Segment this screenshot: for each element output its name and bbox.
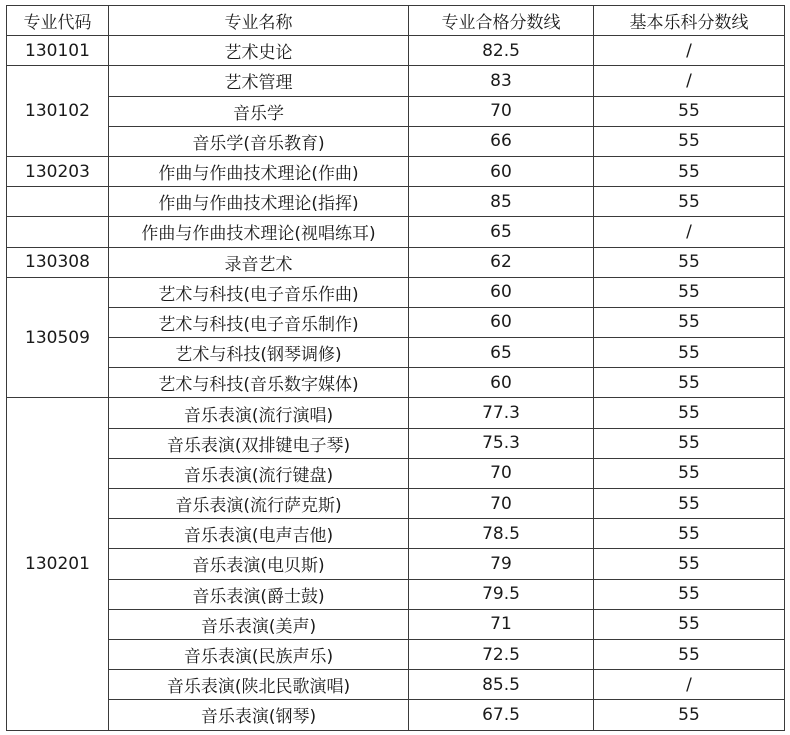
cell-score: 60 [409, 368, 594, 398]
cell-basic: 55 [594, 489, 785, 519]
cell-basic: 55 [594, 700, 785, 730]
cell-name: 音乐表演(美声) [109, 609, 409, 639]
cell-basic: / [594, 66, 785, 96]
table-row [7, 700, 785, 730]
cell-name: 作曲与作曲技术理论(作曲) [109, 156, 409, 186]
cell-score: 85.5 [409, 670, 594, 700]
table-row [7, 609, 785, 639]
cell-basic: 55 [594, 187, 785, 217]
cell-name: 音乐表演(流行键盘) [109, 458, 409, 488]
cell-basic: 55 [594, 519, 785, 549]
cell-name: 音乐表演(电声吉他) [109, 519, 409, 549]
cell-name: 音乐表演(电贝斯) [109, 549, 409, 579]
cell-score: 79.5 [409, 579, 594, 609]
cell-score: 78.5 [409, 519, 594, 549]
cell-name: 录音艺术 [109, 247, 409, 277]
table-row [7, 639, 785, 669]
cell-basic: 55 [594, 609, 785, 639]
cell-score: 60 [409, 307, 594, 337]
header-row [7, 6, 785, 36]
cell-name: 音乐表演(双排键电子琴) [109, 428, 409, 458]
table-header [7, 6, 785, 36]
cell-name: 艺术管理 [109, 66, 409, 96]
cell-score: 70 [409, 96, 594, 126]
cell-name: 艺术史论 [109, 36, 409, 66]
table-row [7, 428, 785, 458]
header-name: 专业名称 [109, 6, 409, 36]
cell-name: 音乐表演(流行演唱) [109, 398, 409, 428]
table-row [7, 670, 785, 700]
cell-score: 60 [409, 277, 594, 307]
cell-score: 79 [409, 549, 594, 579]
table-row [7, 398, 785, 428]
cell-code: 130509 [7, 277, 109, 398]
cell-basic: 55 [594, 96, 785, 126]
cell-name: 音乐表演(民族声乐) [109, 639, 409, 669]
cell-score: 65 [409, 217, 594, 247]
cell-name: 艺术与科技(电子音乐制作) [109, 307, 409, 337]
cell-name: 音乐表演(爵士鼓) [109, 579, 409, 609]
cell-basic: 55 [594, 126, 785, 156]
cell-basic: / [594, 217, 785, 247]
cell-score: 83 [409, 66, 594, 96]
table-row [7, 368, 785, 398]
cell-score: 66 [409, 126, 594, 156]
table-row [7, 36, 785, 66]
table-row [7, 156, 785, 186]
cell-basic: 55 [594, 277, 785, 307]
cell-score: 65 [409, 338, 594, 368]
table-row [7, 549, 785, 579]
header-code: 专业代码 [7, 6, 109, 36]
cell-basic: 55 [594, 639, 785, 669]
cell-name: 艺术与科技(音乐数字媒体) [109, 368, 409, 398]
cell-code: 130308 [7, 247, 109, 277]
cell-score: 71 [409, 609, 594, 639]
cell-score: 70 [409, 489, 594, 519]
cell-basic: 55 [594, 368, 785, 398]
cell-score: 72.5 [409, 639, 594, 669]
table-row [7, 277, 785, 307]
cell-basic: 55 [594, 579, 785, 609]
cell-basic: 55 [594, 247, 785, 277]
table-row [7, 579, 785, 609]
cell-name: 音乐表演(陕北民歌演唱) [109, 670, 409, 700]
cell-code: 130203 [7, 156, 109, 186]
cell-score: 85 [409, 187, 594, 217]
cell-basic: / [594, 670, 785, 700]
header-basic: 基本乐科分数线 [594, 6, 785, 36]
score-table [6, 5, 785, 731]
table-row [7, 338, 785, 368]
cell-basic: 55 [594, 428, 785, 458]
cell-basic: 55 [594, 458, 785, 488]
table-row [7, 489, 785, 519]
cell-score: 67.5 [409, 700, 594, 730]
table-row [7, 247, 785, 277]
table-row [7, 519, 785, 549]
cell-code: 130101 [7, 36, 109, 66]
cell-score: 60 [409, 156, 594, 186]
cell-score: 75.3 [409, 428, 594, 458]
cell-name: 音乐学 [109, 96, 409, 126]
table-row [7, 187, 785, 217]
cell-basic: 55 [594, 549, 785, 579]
cell-name: 艺术与科技(钢琴调修) [109, 338, 409, 368]
cell-basic: / [594, 36, 785, 66]
table-body [7, 36, 785, 730]
cell-basic: 55 [594, 307, 785, 337]
cell-name: 音乐表演(钢琴) [109, 700, 409, 730]
table-row [7, 126, 785, 156]
cell-name: 音乐学(音乐教育) [109, 126, 409, 156]
table-row [7, 66, 785, 96]
cell-score: 62 [409, 247, 594, 277]
cell-basic: 55 [594, 398, 785, 428]
table-row [7, 96, 785, 126]
table-row [7, 217, 785, 247]
cell-score: 70 [409, 458, 594, 488]
cell-score: 82.5 [409, 36, 594, 66]
cell-basic: 55 [594, 156, 785, 186]
cell-code [7, 217, 109, 247]
cell-basic: 55 [594, 338, 785, 368]
table-row [7, 307, 785, 337]
cell-score: 77.3 [409, 398, 594, 428]
cell-name: 艺术与科技(电子音乐作曲) [109, 277, 409, 307]
cell-name: 作曲与作曲技术理论(视唱练耳) [109, 217, 409, 247]
cell-code [7, 187, 109, 217]
cell-name: 音乐表演(流行萨克斯) [109, 489, 409, 519]
header-score: 专业合格分数线 [409, 6, 594, 36]
cell-code: 130102 [7, 66, 109, 157]
cell-code: 130201 [7, 398, 109, 730]
table-row [7, 458, 785, 488]
cell-name: 作曲与作曲技术理论(指挥) [109, 187, 409, 217]
